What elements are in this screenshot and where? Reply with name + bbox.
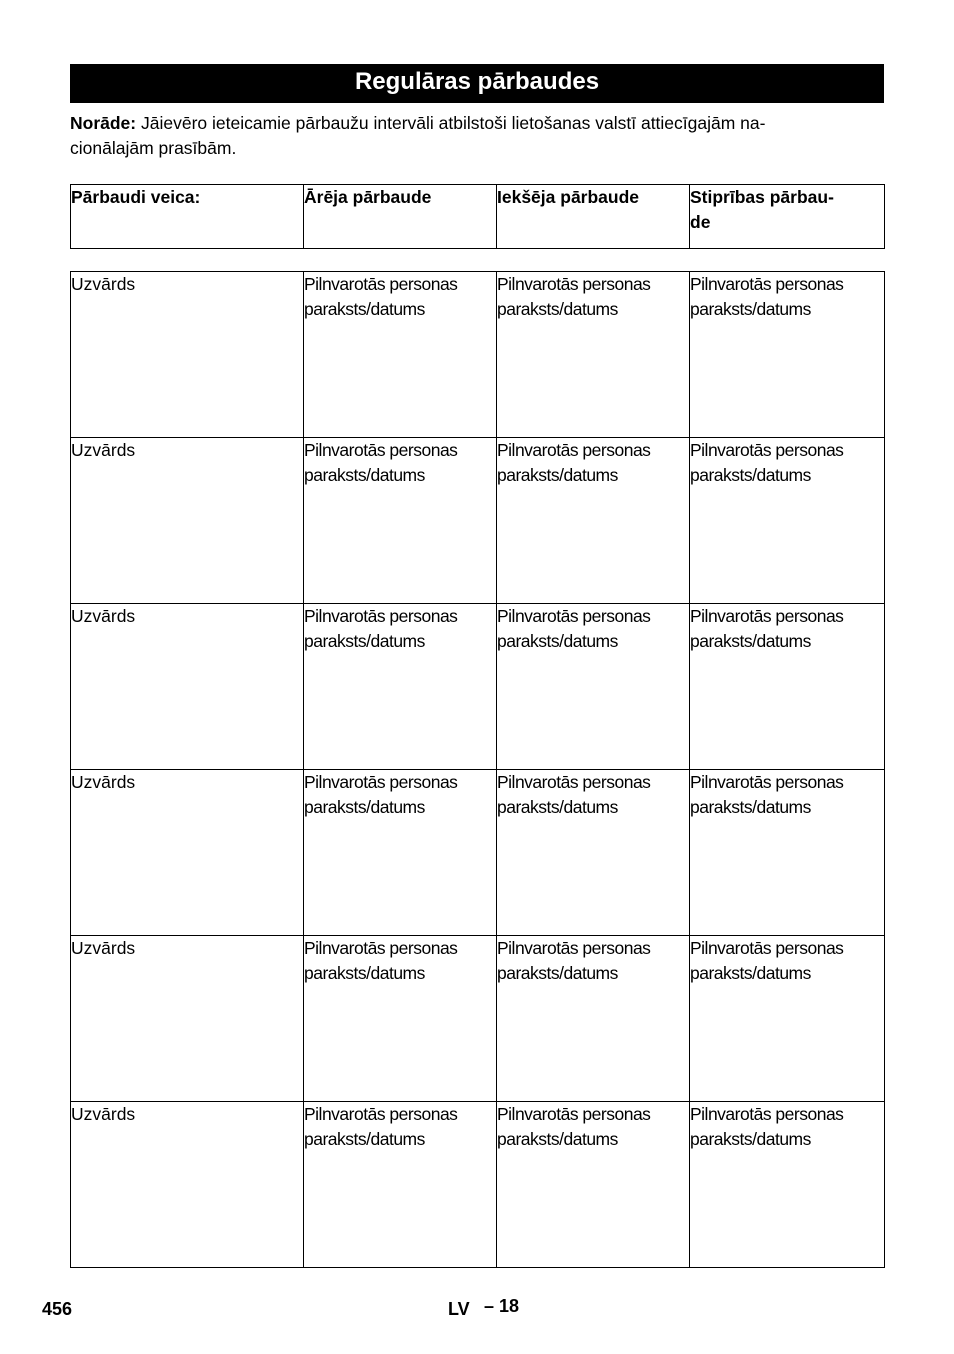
signature-cell-strength[interactable] — [690, 936, 885, 1102]
table-row — [71, 438, 885, 604]
signature-label-line-1: Pilnvarotās personas — [304, 938, 458, 958]
signature-label-line-1: Pilnvarotās personas — [497, 772, 651, 792]
signature-label-line-2: paraksts/datums — [304, 299, 425, 319]
header-external-inspection: Ārēja pārbaude — [304, 185, 497, 249]
table-row — [71, 1102, 885, 1268]
signature-label-line-2: paraksts/datums — [497, 299, 618, 319]
signature-label-line-2: paraksts/datums — [304, 631, 425, 651]
signature-label-line-1: Pilnvarotās personas — [304, 440, 458, 460]
name-cell[interactable] — [71, 936, 304, 1102]
signature-cell-strength[interactable] — [690, 272, 885, 438]
signature-label-line-2: paraksts/datums — [497, 465, 618, 485]
footer-page-number: 456 — [42, 1299, 73, 1319]
name-cell[interactable] — [71, 438, 304, 604]
note-label: Norāde: — [70, 113, 137, 133]
note-text-1: Jāievēro ieteicamie pārbaužu intervāli atbilstoši lietošanas valstī attiecīgajām na- — [136, 113, 766, 133]
signature-cell-strength[interactable] — [690, 604, 885, 770]
header-strength-line-2: de — [690, 212, 711, 232]
note-line-2: cionālajām prasībām. — [70, 138, 237, 158]
table-row — [71, 604, 885, 770]
header-strength-inspection — [690, 185, 885, 249]
inspection-records-table — [70, 271, 885, 1268]
signature-label-line-2: paraksts/datums — [304, 797, 425, 817]
signature-label-line-2: paraksts/datums — [304, 1129, 425, 1149]
header-internal-inspection: Iekšēja pārbaude — [497, 185, 690, 249]
signature-label-line-1: Pilnvarotās personas — [497, 938, 651, 958]
signature-cell-strength[interactable] — [690, 438, 885, 604]
signature-label-line-2: paraksts/datums — [690, 1129, 811, 1149]
signature-cell-external[interactable] — [304, 1102, 497, 1268]
name-label: Uzvārds — [71, 440, 136, 460]
signature-cell-external[interactable] — [304, 438, 497, 604]
signature-cell-internal[interactable] — [497, 438, 690, 604]
signature-label-line-1: Pilnvarotās personas — [690, 772, 844, 792]
signature-label-line-2: paraksts/datums — [690, 631, 811, 651]
signature-label-line-2: paraksts/datums — [497, 797, 618, 817]
signature-cell-external[interactable] — [304, 770, 497, 936]
name-cell[interactable] — [71, 770, 304, 936]
signature-cell-external[interactable] — [304, 272, 497, 438]
header-inspected-by: Pārbaudi veica: — [71, 185, 304, 249]
signature-label-line-2: paraksts/datums — [497, 1129, 618, 1149]
name-cell[interactable] — [71, 1102, 304, 1268]
name-cell[interactable] — [71, 272, 304, 438]
name-label: Uzvārds — [71, 772, 136, 792]
signature-label-line-2: paraksts/datums — [690, 299, 811, 319]
signature-cell-external[interactable] — [304, 936, 497, 1102]
inspection-header-table — [70, 184, 885, 249]
signature-cell-internal[interactable] — [497, 604, 690, 770]
footer-section-page: – 18 — [484, 1296, 520, 1316]
table-row — [71, 272, 885, 438]
signature-label-line-1: Pilnvarotās personas — [690, 440, 844, 460]
note-line-1 — [70, 111, 884, 136]
name-label: Uzvārds — [71, 606, 136, 626]
signature-label-line-1: Pilnvarotās personas — [304, 772, 458, 792]
signature-label-line-1: Pilnvarotās personas — [690, 938, 844, 958]
signature-label-line-1: Pilnvarotās personas — [497, 606, 651, 626]
signature-cell-internal[interactable] — [497, 770, 690, 936]
name-label: Uzvārds — [71, 938, 136, 958]
signature-label-line-2: paraksts/datums — [690, 963, 811, 983]
signature-cell-internal[interactable] — [497, 936, 690, 1102]
signature-cell-external[interactable] — [304, 604, 497, 770]
signature-cell-strength[interactable] — [690, 1102, 885, 1268]
signature-label-line-1: Pilnvarotās personas — [497, 274, 651, 294]
table-row — [71, 770, 885, 936]
signature-label-line-2: paraksts/datums — [690, 797, 811, 817]
signature-label-line-1: Pilnvarotās personas — [690, 274, 844, 294]
table-row — [71, 936, 885, 1102]
signature-label-line-2: paraksts/datums — [304, 963, 425, 983]
signature-label-line-2: paraksts/datums — [497, 631, 618, 651]
signature-label-line-1: Pilnvarotās personas — [690, 1104, 844, 1124]
signature-label-line-2: paraksts/datums — [304, 465, 425, 485]
signature-label-line-2: paraksts/datums — [690, 465, 811, 485]
name-label: Uzvārds — [71, 274, 136, 294]
signature-label-line-1: Pilnvarotās personas — [304, 1104, 458, 1124]
signature-label-line-1: Pilnvarotās personas — [304, 274, 458, 294]
signature-label-line-1: Pilnvarotās personas — [497, 440, 651, 460]
signature-cell-strength[interactable] — [690, 770, 885, 936]
name-cell[interactable] — [71, 604, 304, 770]
signature-cell-internal[interactable] — [497, 272, 690, 438]
note-paragraph — [70, 111, 884, 161]
footer-language: LV — [448, 1299, 470, 1319]
signature-label-line-2: paraksts/datums — [497, 963, 618, 983]
signature-label-line-1: Pilnvarotās personas — [304, 606, 458, 626]
signature-label-line-1: Pilnvarotās personas — [690, 606, 844, 626]
name-label: Uzvārds — [71, 1104, 136, 1124]
signature-label-line-1: Pilnvarotās personas — [497, 1104, 651, 1124]
header-row — [71, 185, 885, 249]
signature-cell-internal[interactable] — [497, 1102, 690, 1268]
page-title: Regulāras pārbaudes — [70, 64, 884, 103]
header-strength-line-1: Stiprības pārbau- — [690, 187, 834, 207]
